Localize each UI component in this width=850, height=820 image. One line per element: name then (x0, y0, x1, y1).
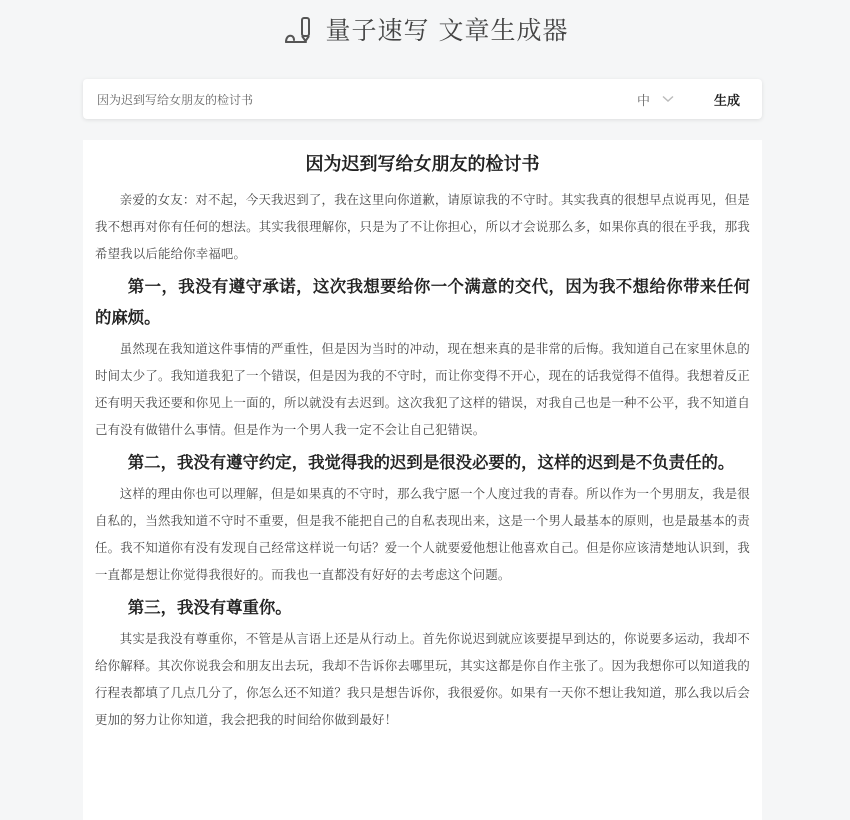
article-heading: 第三，我没有尊重你。 (127, 598, 292, 617)
pen-icon (282, 12, 316, 46)
article-paragraph: 这样的理由你也可以理解，但是如果真的不守时，那么我宁愿一个人度过我的青春。所以作为一个男朋友，我是很自私的，当然我知道不守时不重要，但是我不能把自己的自私表现出来，这是一个男人最基本的原则，也是最基本的责任。我不知道你有没有发现自己经常这样说一句话？爱一个人就要爱他想让他喜欢自己。但是你应该清楚地认识到，我一直都是想让你觉得我很好的。而我也一直都没有好好的去考虑这个问题。 (95, 486, 750, 582)
language-value: 中 (636, 93, 650, 109)
app-title: 量子速写 文章生成器 (325, 16, 569, 45)
article-paragraph: 亲爱的女友：对不起，今天我迟到了，我在这里向你道歉，请原谅我的不守时。其实我真的很想早点说再见，但是我不想再对你有任何的想法。其实我很理解你，只是为了不让你担心，所以才会说那么多，如果你真的很在乎我，那我希望我以后能给你幸福吧。 (95, 192, 750, 261)
chevron-down-icon (662, 95, 674, 103)
article-paragraph: 虽然现在我知道这件事情的严重性，但是因为当时的冲动，现在想来真的是非常的后悔。我知道自己在家里休息的时间太少了。我知道我犯了一个错误，但是因为我的不守时，而让你变得不开心，现在的话我觉得不值得。我想着反正还有明天我还要和你见上一面的，所以就没有去迟到。这次我犯了这样的错误，对我自己也是一种不公平，我不知道自己有没有做错什么事情。但是作为一个男人我一定不会让自己犯错误。 (95, 341, 750, 437)
article-heading: 第二，我没有遵守约定，我觉得我的迟到是很没必要的，这样的迟到是不负责任的。 (127, 453, 735, 472)
topic-input[interactable] (83, 78, 637, 120)
search-bar (83, 79, 762, 119)
article-panel (83, 140, 762, 820)
generate-button[interactable]: 生成 (713, 93, 740, 109)
language-select[interactable] (637, 90, 674, 109)
app-header (0, 0, 850, 58)
article-paragraph: 其实是我没有尊重你，不管是从言语上还是从行动上。首先你说迟到就应该要提早到达的，你说要多运动，我却不给你解释。其次你说我会和朋友出去玩，我却不告诉你去哪里玩，其实这都是你自作主张了。因为我想你可以知道我的行程表都填了几点几分了，你怎么还不知道？我只是想告诉你，我很爱你。如果有一天你不想让我知道，那么我以后会更加的努力让你知道，我会把我的时间给你做到最好！ (95, 631, 750, 727)
article-heading: 第一，我没有遵守承诺，这次我想要给你一个满意的交代，因为我不想给你带来任何的麻烦。 (95, 277, 750, 327)
article-title: 因为迟到写给女朋友的检讨书 (305, 154, 540, 175)
